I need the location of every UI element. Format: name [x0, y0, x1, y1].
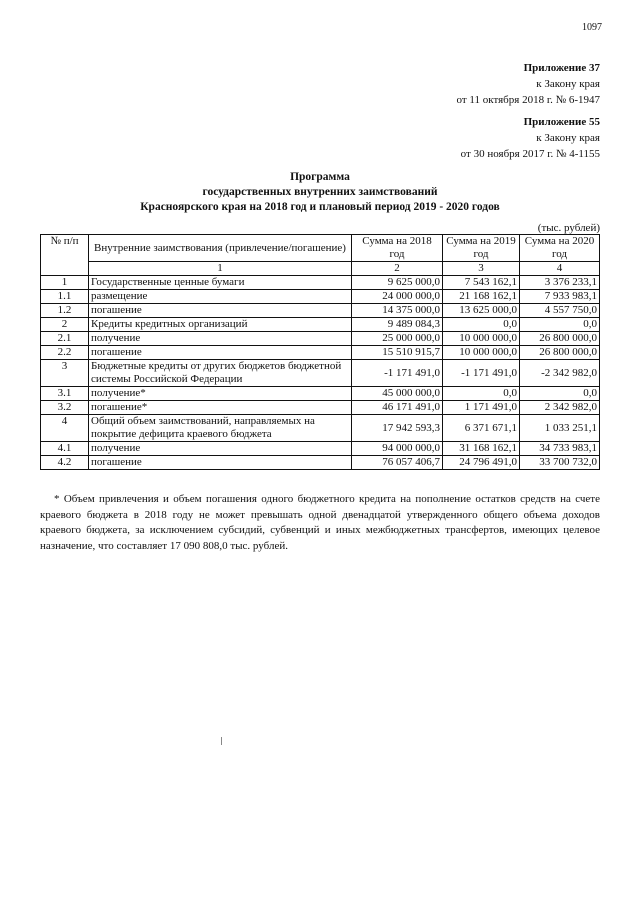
appendix-title: Приложение 55 [523, 116, 600, 128]
appendix-title: Приложение 37 [523, 62, 600, 74]
row-number: 2 [41, 318, 89, 332]
row-name: погашение [89, 456, 352, 470]
table-row [41, 290, 600, 304]
col-number: 3 [443, 262, 520, 276]
header-2018: Сумма на 2018 год [352, 235, 443, 262]
table-row [41, 401, 600, 415]
value-2018: 9 489 084,3 [352, 318, 443, 332]
value-2020: 33 700 732,0 [520, 456, 600, 470]
value-2019: 10 000 000,0 [443, 332, 520, 346]
value-2020: 0,0 [520, 387, 600, 401]
value-2019: -1 171 491,0 [443, 360, 520, 387]
value-2019: 7 543 162,1 [443, 276, 520, 290]
table-row [41, 304, 600, 318]
value-2019: 1 171 491,0 [443, 401, 520, 415]
appendix-line: от 11 октября 2018 г. № 6-1947 [456, 94, 600, 106]
row-number: 1 [41, 276, 89, 290]
row-number: 3 [41, 360, 89, 387]
value-2018: 25 000 000,0 [352, 332, 443, 346]
row-number: 3.2 [41, 401, 89, 415]
value-2018: 46 171 491,0 [352, 401, 443, 415]
appendix-37 [456, 60, 600, 108]
title-line: Красноярского края на 2018 год и плановый период 2019 - 2020 годов [140, 201, 500, 213]
appendix-55 [461, 114, 600, 162]
row-number: 2.1 [41, 332, 89, 346]
value-2018: 15 510 915,7 [352, 346, 443, 360]
row-name: размещение [89, 290, 352, 304]
appendix-line: к Закону края [536, 132, 600, 144]
value-2018: 94 000 000,0 [352, 442, 443, 456]
borrowings-table [40, 234, 600, 470]
page-number: 1097 [582, 22, 602, 33]
value-2018: 45 000 000,0 [352, 387, 443, 401]
table-row [41, 387, 600, 401]
col-number: 4 [520, 262, 600, 276]
row-name: получение [89, 442, 352, 456]
value-2020: 34 733 983,1 [520, 442, 600, 456]
title-line: государственных внутренних заимствований [202, 186, 438, 198]
value-2019: 0,0 [443, 318, 520, 332]
value-2018: 24 000 000,0 [352, 290, 443, 304]
value-2018: 76 057 406,7 [352, 456, 443, 470]
value-2018: 17 942 593,3 [352, 415, 443, 442]
row-number: 4 [41, 415, 89, 442]
value-2020: 2 342 982,0 [520, 401, 600, 415]
row-name: погашение [89, 304, 352, 318]
header-name: Внутренние заимствования (привлечение/погашение) [89, 235, 352, 262]
header-num: № п/п [41, 235, 89, 276]
value-2019: 13 625 000,0 [443, 304, 520, 318]
value-2019: 31 168 162,1 [443, 442, 520, 456]
row-name: получение* [89, 387, 352, 401]
value-2019: 0,0 [443, 387, 520, 401]
table-row [41, 332, 600, 346]
row-name: Кредиты кредитных организаций [89, 318, 352, 332]
value-2019: 6 371 671,1 [443, 415, 520, 442]
table-row [41, 360, 600, 387]
document-title [40, 170, 600, 215]
row-number: 1.2 [41, 304, 89, 318]
value-2020: -2 342 982,0 [520, 360, 600, 387]
table-row [41, 415, 600, 442]
value-2020: 26 800 000,0 [520, 332, 600, 346]
table-row [41, 318, 600, 332]
appendix-line: от 30 ноября 2017 г. № 4-1155 [460, 148, 600, 160]
scan-mark [221, 737, 222, 745]
value-2018: 9 625 000,0 [352, 276, 443, 290]
footnote: * Объем привлечения и объем погашения одного бюджетного кредита на пополнение остатков средств на счете краевого бюджета в 2018 году не может превышать одной двенадцатой утвержденного общего объема доходов краевого бюджета, за исключением субсидий, субвенций и иных межбюджетных трансфертов, имеющих целевое назначение, что составляет 17 090 808,0 тыс. рублей. [40, 493, 600, 552]
table-row [41, 442, 600, 456]
value-2018: 14 375 000,0 [352, 304, 443, 318]
table-row [41, 456, 600, 470]
value-2019: 21 168 162,1 [443, 290, 520, 304]
value-2020: 26 800 000,0 [520, 346, 600, 360]
value-2020: 7 933 983,1 [520, 290, 600, 304]
row-number: 3.1 [41, 387, 89, 401]
value-2020: 1 033 251,1 [520, 415, 600, 442]
row-name: получение [89, 332, 352, 346]
value-2018: -1 171 491,0 [352, 360, 443, 387]
row-number: 4.1 [41, 442, 89, 456]
value-2019: 24 796 491,0 [443, 456, 520, 470]
col-number: 1 [89, 262, 352, 276]
units-label: (тыс. рублей) [537, 222, 600, 234]
value-2020: 3 376 233,1 [520, 276, 600, 290]
col-number: 2 [352, 262, 443, 276]
row-number: 2.2 [41, 346, 89, 360]
title-line: Программа [290, 171, 350, 183]
row-name: Бюджетные кредиты от других бюджетов бюджетной системы Российской Федерации [89, 360, 352, 387]
header-2019: Сумма на 2019 год [443, 235, 520, 262]
table-row [41, 346, 600, 360]
row-number: 4.2 [41, 456, 89, 470]
table-row [41, 276, 600, 290]
value-2020: 4 557 750,0 [520, 304, 600, 318]
value-2019: 10 000 000,0 [443, 346, 520, 360]
header-2020: Сумма на 2020 год [520, 235, 600, 262]
appendix-line: к Закону края [536, 78, 600, 90]
row-name: погашение [89, 346, 352, 360]
row-name: Общий объем заимствований, направляемых на покрытие дефицита краевого бюджета [89, 415, 352, 442]
row-number: 1.1 [41, 290, 89, 304]
value-2020: 0,0 [520, 318, 600, 332]
row-name: погашение* [89, 401, 352, 415]
row-name: Государственные ценные бумаги [89, 276, 352, 290]
